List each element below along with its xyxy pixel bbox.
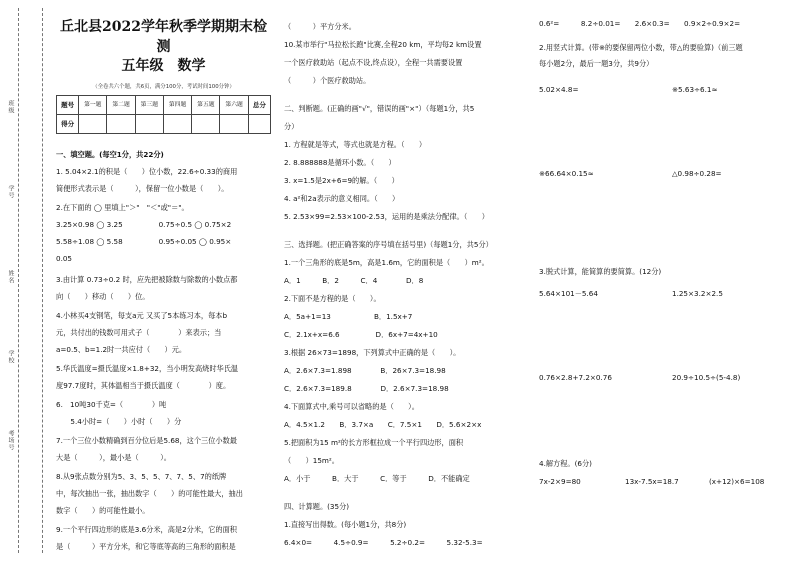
calc-item: 20.9÷10.5÷(5-4.8) xyxy=(672,373,741,382)
question-line: 向（ ）移动（ ）位。 xyxy=(56,292,150,302)
question-line: 2. 8.888888是循环小数。（ ） xyxy=(284,158,396,167)
margin-label-room: 考场号 xyxy=(7,430,14,451)
exam-note: （全卷共六个题，共6页，满分100分，考试时间100分钟） xyxy=(92,83,235,90)
question-line: 3.由计算 0.73÷0.2 时，应先把被除数与除数的小数点都 xyxy=(56,275,238,285)
calc-item: 5.64×101－5.64 xyxy=(539,289,598,298)
score-header-cell: 第五题 xyxy=(192,96,220,115)
question-line: （ ）平方分米。 xyxy=(284,22,356,31)
score-cell[interactable] xyxy=(248,115,270,134)
exam-subtitle: 五年级 数学 xyxy=(121,58,206,75)
score-header-cell: 第一题 xyxy=(79,96,107,115)
score-cell[interactable] xyxy=(220,115,248,134)
equation-item: 13x-7.5x=18.7 xyxy=(625,477,679,486)
exam-title: 丘北县2022学年秋季学期期末检测 xyxy=(60,19,267,55)
question-line: 1. 方程就是等式，等式也就是方程。（ ） xyxy=(284,140,427,149)
calc-item: 1.25×3.2×2.5 xyxy=(672,289,723,298)
question-line: 二、判断题。(正确的画"√"，错误的画"×"）（每题1分，共5 xyxy=(284,104,475,113)
margin-label-school: 学校 xyxy=(7,350,14,364)
question-line: 4.小林买4支钢笔，每支a元 又买了5本练习本，每本b xyxy=(56,311,228,321)
equation-item: (x+12)×6=108 xyxy=(709,477,765,486)
question-line: 3.根据 26×73=1898，下列算式中正确的是（ ）。 xyxy=(284,348,461,357)
question-line: 度97.7度时，其体温相当于摄氏温度（ ）度。 xyxy=(56,381,231,391)
question-line: 分） xyxy=(284,122,299,131)
question-line: 1.直接写出得数。(每小题1分，共8分) xyxy=(284,520,407,529)
question-line: A．1 B．2 C．4 D．8 xyxy=(284,276,424,285)
question-line: 数字（ ）的可能性最小。 xyxy=(56,506,150,516)
question-vertical-calc: 2.用竖式计算。(带※的要保留两位小数，带△的要验算)（前三题 xyxy=(539,43,743,52)
score-header-cell: 第四题 xyxy=(163,96,191,115)
question-line: 5.把面积为15 m²的长方形框拉成一个平行四边形，面积 xyxy=(284,438,464,447)
column-1 xyxy=(56,18,271,555)
question-line: 3.25×0.98 ◯ 3.25 0.75÷0.5 ◯ 0.75×2 xyxy=(56,220,232,230)
binding-line-outer xyxy=(18,8,19,553)
margin-label-class: 班级 xyxy=(7,100,14,114)
question-line: 5.华氏温度=摄氏温度×1.8+32，当小明发高烧时华氏温 xyxy=(56,364,239,374)
calc-item: ※5.63÷6.1≈ xyxy=(672,85,718,94)
question-line: 简便形式表示是（ ），保留一位小数是（ ）。 xyxy=(56,184,229,194)
calc-item: △0.98÷0.28= xyxy=(672,169,722,178)
question-line: 四、计算题。(35分) xyxy=(284,502,350,511)
question-line: 2.在下面的 ◯ 里填上"＞" "＜"或"＝"。 xyxy=(56,203,189,213)
score-header-cell: 题号 xyxy=(57,96,79,115)
question-line: 一个医疗救助站（起点不设,终点设），全程一共需要设置 xyxy=(284,58,463,67)
question-line: 0.05 xyxy=(56,254,73,264)
question-line: 5.4小时=（ ）小时（ ）分 xyxy=(56,417,182,427)
score-table xyxy=(56,95,271,134)
mental-math-row: 0.6²= 8.2÷0.01= 2.6×0.3= 0.9×2÷0.9×2= xyxy=(539,19,741,28)
question-line: 5. 2.53×99=2.53×100-2.53，运用的是乘法分配律。（ ） xyxy=(284,212,489,221)
question-line: 3. x=1.5是2x+6=9的解。（ ） xyxy=(284,176,399,185)
question-line: 是（ ）平方分米，和它等底等高的三角形的面积是 xyxy=(56,542,236,552)
question-line: 1.一个三角形的底是5m，高是1.6m，它的面积是（ ）m²。 xyxy=(284,258,489,267)
score-header-cell: 第六题 xyxy=(220,96,248,115)
equation-item: 7x-2×9=80 xyxy=(539,477,581,486)
score-cell[interactable] xyxy=(79,115,107,134)
question-line: 2.下面不是方程的是（ ）。 xyxy=(284,294,381,303)
question-simplify: 3.脱式计算，能简算的要简算。(12分) xyxy=(539,267,662,276)
question-line: 4.下面算式中,乘号可以省略的是（ ）。 xyxy=(284,402,419,411)
question-line: 10.某市举行"马拉松长跑"比赛,全程20 km，平均每2 km设置 xyxy=(284,40,482,49)
margin-label-name: 姓名 xyxy=(7,270,14,284)
question-line: A．4.5×1.2 B．3.7×a C．7.5×1 D．5.6×2×x xyxy=(284,420,482,429)
section-heading: 一、填空题。(每空1分，共22分) xyxy=(56,150,164,160)
question-line: A．小于 B．大于 C．等于 D．不能确定 xyxy=(284,474,470,483)
question-equations: 4.解方程。(6分) xyxy=(539,459,592,468)
question-line: 1. 5.04×2.1的积是（ ）位小数，22.6÷0.33的商用 xyxy=(56,167,238,177)
question-vertical-calc-note: 每小题2分，最后一题3分，共9分） xyxy=(539,59,654,68)
question-line: 9.一个平行四边形的底是3.6分米，高是2分米，它的面积 xyxy=(56,525,237,535)
score-cell[interactable] xyxy=(107,115,135,134)
question-line: （ ）个医疗救助站。 xyxy=(284,76,371,85)
section-1-fill-in xyxy=(56,146,271,555)
binding-line-inner xyxy=(42,8,43,553)
question-line: A．5a+1=13 B．1.5x+7 xyxy=(284,312,413,321)
margin-label-number: 学号 xyxy=(7,185,14,199)
column-2 xyxy=(284,18,514,552)
score-cell[interactable] xyxy=(163,115,191,134)
question-line: 三、选择题。(把正确答案的序号填在括号里)（每题1分，共5分） xyxy=(284,240,493,249)
question-line: A．2.6×7.3=1.898 B．26×7.3=18.98 xyxy=(284,366,446,375)
score-row-label: 得分 xyxy=(57,115,79,134)
question-line: C．2.6×7.3=189.8 D．2.6×7.3=18.98 xyxy=(284,384,449,393)
question-line: 7.一个三位小数精确到百分位后是5.68，这个三位小数最 xyxy=(56,436,237,446)
score-header-cell: 总分 xyxy=(248,96,270,115)
score-header-cell: 第二题 xyxy=(107,96,135,115)
question-line: C．2.1x+x=6.6 D．6x+7=4x+10 xyxy=(284,330,438,339)
question-line: 8.从9张点数分别为5、3、5、5、7、7、5、7的纸牌 xyxy=(56,472,227,482)
question-line: a=0.5、b=1.2时一共应付（ ）元。 xyxy=(56,345,187,355)
score-cell[interactable] xyxy=(192,115,220,134)
score-header-cell: 第三题 xyxy=(135,96,163,115)
score-cell[interactable] xyxy=(135,115,163,134)
calc-item: ※66.64×0.15≈ xyxy=(539,169,594,178)
calc-item: 0.76×2.8+7.2×0.76 xyxy=(539,373,612,382)
question-line: 6. 10吨30千克=（ ）吨 xyxy=(56,400,167,410)
question-line: 6.4×0= 4.5÷0.9= 5.2÷0.2= 5.32-5.3= xyxy=(284,538,483,547)
question-line: 大是（ ），最小是（ ）。 xyxy=(56,453,171,463)
question-line: 4. a²和2a表示的意义相同。（ ） xyxy=(284,194,400,203)
calc-item: 5.02×4.8= xyxy=(539,85,579,94)
question-line: （ ）15m²。 xyxy=(284,456,339,465)
question-line: 5.58÷1.08 ◯ 5.58 0.95÷0.05 ◯ 0.95× xyxy=(56,237,232,247)
question-line: 中，每次抽出一张，抽出数字（ ）的可能性最大，抽出 xyxy=(56,489,243,499)
question-line: 元，共付出的钱数可用式子（ ）来表示；当 xyxy=(56,328,222,338)
